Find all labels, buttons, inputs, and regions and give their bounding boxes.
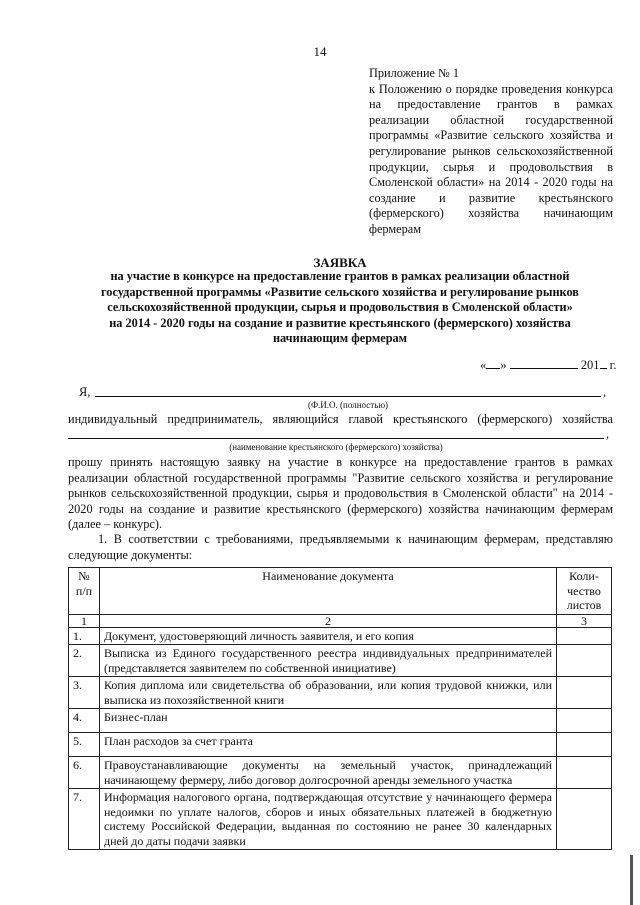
- fio-blank[interactable]: [95, 396, 601, 397]
- subtitle-line: на участие в конкурсе на предоставление грантов в рамках реализации областной: [110, 269, 570, 283]
- index-cell: 1: [69, 614, 100, 627]
- table-row: [69, 733, 612, 757]
- subtitle-line: государственной программы «Развитие сельского хозяйства и регулирование рынков: [101, 284, 579, 299]
- date-open-quote: «: [480, 358, 487, 372]
- index-cell: 2: [100, 614, 557, 627]
- date-suffix: г.: [606, 358, 617, 372]
- scan-edge-mark: [630, 855, 633, 905]
- document-title: ЗАЯВКА: [313, 255, 367, 270]
- appendix-title: Приложение № 1: [369, 66, 460, 80]
- page-number: 14: [313, 44, 327, 59]
- appendix-block: [369, 66, 613, 238]
- header-count-line: листов: [566, 598, 602, 612]
- table-row: [69, 645, 612, 677]
- date-year: 201: [580, 358, 600, 372]
- i-label: Я,: [79, 385, 91, 399]
- header-count: [557, 568, 612, 615]
- header-num-line: п/п: [75, 583, 93, 598]
- subtitle-line: начинающим фермерам: [272, 331, 408, 346]
- ip-line: индивидуальный предприниматель, являющийся главой крестьянского (фермерского) хозяйства: [68, 412, 613, 426]
- table-row: [69, 677, 612, 709]
- row-document-name: Копия диплома или свидетельства об образовании, или копия трудовой книжки, или выписка из похозяйственной книги: [100, 677, 557, 709]
- fio-comma: ,: [603, 385, 607, 399]
- row-num: 6.: [69, 757, 100, 789]
- row-document-name: План расходов за счет гранта: [100, 733, 557, 757]
- table-row: [69, 627, 612, 645]
- row-count[interactable]: [557, 757, 612, 789]
- year-blank[interactable]: [600, 356, 607, 369]
- row-document-name: Правоустанавливающие документы на земельный участок, принадлежащий начинающему фермеру, либо договор долгосрочной аренды земельного участка: [100, 757, 557, 789]
- farm-name-blank[interactable]: [68, 438, 604, 439]
- table-row: [69, 789, 612, 850]
- row-num: 4.: [69, 709, 100, 733]
- table-header-row: [69, 568, 612, 615]
- request-paragraph: прошу принять настоящую заявку на участие в конкурсе на предоставление грантов в рамках реализации областной государственной программы "Развитие сельского хозяйства и регулирование рынков сельскохозяйственной продукции, сырья и продовольствия в Смоленской области" на 2014 - 2020 годы на создание и развитие крестьянского (фермерского) хозяйства начинающим фермерам (далее – конкурс).: [68, 455, 613, 531]
- fio-caption: (Ф.И.О. (полностью): [307, 400, 389, 410]
- row-num: 1.: [69, 627, 100, 645]
- header-num: [69, 568, 100, 615]
- row-num: 2.: [69, 645, 100, 677]
- subtitle-line: сельскохозяйственной продукции, сырья и продовольствия в Смоленской области»: [107, 300, 573, 315]
- row-num: 3.: [69, 677, 100, 709]
- point1-text: 1. В соответствии с требованиями, предъявляемыми к начинающим фермерам, представляю следующие документы:: [68, 532, 613, 562]
- subtitle-line: на 2014 - 2020 годы на создание и развитие крестьянского (фермерского) хозяйства: [109, 315, 571, 330]
- month-blank[interactable]: [510, 356, 578, 369]
- header-count-line: чество: [567, 583, 601, 598]
- row-count[interactable]: [557, 733, 612, 757]
- farm-comma: ,: [606, 427, 610, 441]
- index-cell: 3: [557, 614, 612, 627]
- row-count[interactable]: [557, 627, 612, 645]
- header-num-line: №: [78, 569, 90, 583]
- farm-caption: (наименование крестьянского (фермерского) хозяйства): [229, 442, 443, 452]
- appendix-body: к Положению о порядке проведения конкурса на предоставление грантов в рамках реализации областной государственной программы «Развитие сельского хозяйства и регулирование рынков сельскохозяйственной продукции, сырья и продовольствия в Смоленской области» на 2014 - 2020 годы на создание и развитие крестьянского (фермерского) хозяйства начинающим фермерам: [369, 81, 613, 236]
- row-document-name: Информация налогового органа, подтверждающая отсутствие у начинающего фермера недоимки по уплате налогов, сборов и иных обязательных платежей в бюджетную систему Российской Федерации, выданная по состоянию не ранее 30 календарных дней до даты подачи заявки: [100, 789, 557, 850]
- row-document-name: Бизнес-план: [100, 709, 557, 733]
- header-name: Наименование документа: [100, 568, 557, 615]
- documents-table: [68, 567, 612, 850]
- row-document-name: Документ, удостоверяющий личность заявителя, и его копия: [100, 627, 557, 645]
- date-close-quote: »: [500, 358, 507, 372]
- day-blank[interactable]: [486, 356, 500, 369]
- row-num: 5.: [69, 733, 100, 757]
- row-count[interactable]: [557, 709, 612, 733]
- table-row: [69, 709, 612, 733]
- document-subtitle: [68, 269, 612, 347]
- row-count[interactable]: [557, 677, 612, 709]
- point1-paragraph: [68, 532, 613, 563]
- date-line: [480, 356, 616, 373]
- row-document-name: Выписка из Единого государственного реестра индивидуальных предпринимателей (представляется заявителем по собственной инициативе): [100, 645, 557, 677]
- table-index-row: [69, 614, 612, 627]
- header-count-line: Коли-: [569, 569, 599, 583]
- table-row: [69, 757, 612, 789]
- row-num: 7.: [69, 789, 100, 850]
- row-count[interactable]: [557, 645, 612, 677]
- row-count[interactable]: [557, 789, 612, 850]
